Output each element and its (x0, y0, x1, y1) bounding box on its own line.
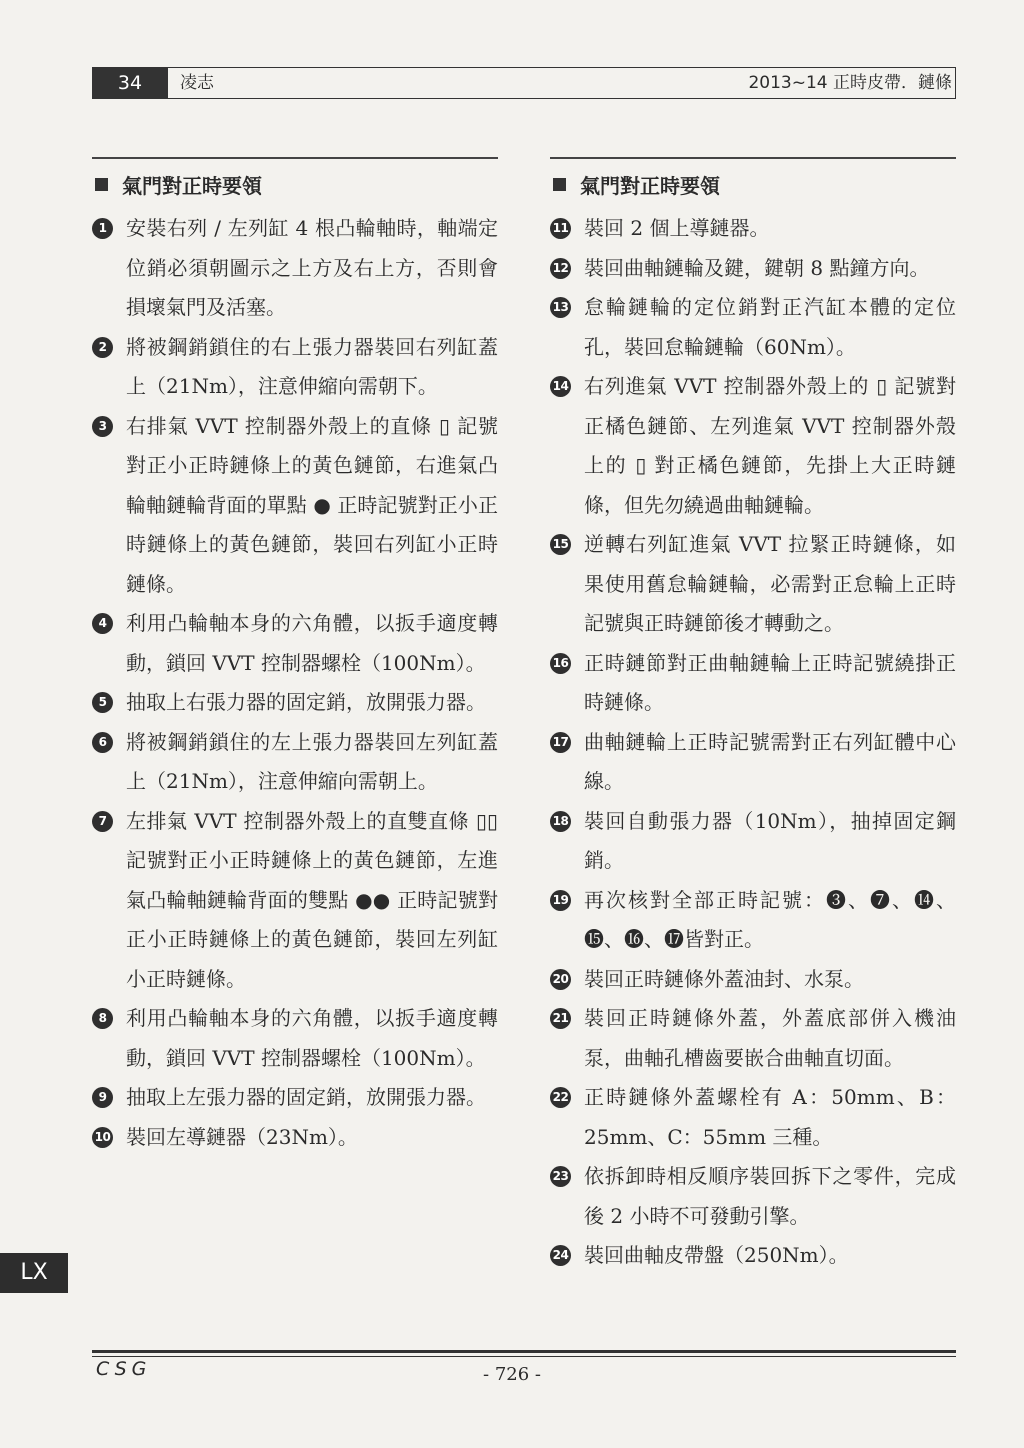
footer-rule (92, 1350, 956, 1353)
section-heading: 氣門對正時要領 (550, 157, 956, 209)
step-item (92, 328, 498, 407)
step-list (550, 209, 956, 1276)
step-text: 安裝右列 / 左列缸 4 根凸輪軸時，軸端定位銷必須朝圖示之上方及右上方，否則會損壞氣門及活塞。 (126, 216, 498, 319)
step-number-badge: 11 (550, 218, 571, 239)
step-number-badge: 20 (550, 969, 571, 990)
step-item (92, 604, 498, 683)
step-number-badge: 7 (92, 811, 113, 832)
step-text: 裝回左導鏈器（23Nm）。 (126, 1124, 358, 1149)
step-text: 將被鋼銷鎖住的右上張力器裝回右列缸蓋上（21Nm），注意伸縮向需朝下。 (126, 334, 498, 398)
step-text: 再次核對全部正時記號：❸、❼、⓮、⓯、⓰、⓱皆對正。 (584, 887, 956, 951)
step-text: 逆轉右列缸進氣 VVT 拉緊正時鏈條，如果使用舊怠輪鏈輪，必需對正怠輪上正時記號與正時鏈節後才轉動之。 (584, 532, 956, 635)
left-column (92, 157, 498, 1157)
square-bullet-icon (95, 178, 108, 191)
step-number-badge: 14 (550, 376, 571, 397)
step-number-badge: 1 (92, 218, 113, 239)
step-item (550, 999, 956, 1078)
step-number-badge: 8 (92, 1008, 113, 1029)
square-bullet-icon (553, 178, 566, 191)
step-text: 裝回正時鏈條外蓋，外蓋底部併入機油泵，曲軸孔槽齒要嵌合曲軸直切面。 (584, 1006, 956, 1070)
step-item (92, 1118, 498, 1158)
step-item (550, 367, 956, 525)
step-number-badge: 13 (550, 297, 571, 318)
right-column (550, 157, 956, 1276)
step-item (550, 525, 956, 644)
step-item (550, 209, 956, 249)
step-item (550, 1078, 956, 1157)
step-number-badge: 21 (550, 1008, 571, 1029)
step-text: 利用凸輪軸本身的六角體，以扳手適度轉動，鎖回 VVT 控制器螺栓（100Nm）。 (126, 1006, 498, 1070)
brand-name: 凌志 (180, 73, 214, 93)
step-item (92, 999, 498, 1078)
step-item (92, 723, 498, 802)
step-text: 曲軸鏈輪上正時記號需對正右列缸體中心線。 (584, 729, 956, 793)
step-text: 裝回曲軸鏈輪及鍵，鍵朝 8 點鐘方向。 (584, 255, 930, 280)
step-item (550, 288, 956, 367)
step-number-badge: 15 (550, 534, 571, 555)
page-number: 34 (92, 67, 168, 99)
step-text: 依拆卸時相反順序裝回拆下之零件，完成後 2 小時不可發動引擎。 (584, 1164, 956, 1228)
step-item (550, 249, 956, 289)
step-text: 右列進氣 VVT 控制器外殼上的 ▯ 記號對正橘色鏈節、左列進氣 VVT 控制器外殼上的 ▯ 對正橘色鏈節，先掛上大正時鏈條，但先勿繞過曲軸鏈輪。 (584, 374, 956, 517)
footer-logo: CSG (96, 1358, 152, 1380)
step-number-badge: 19 (550, 890, 571, 911)
step-text: 正時鏈節對正曲軸鏈輪上正時記號繞掛正時鏈條。 (584, 650, 956, 714)
step-item (550, 960, 956, 1000)
step-number-badge: 17 (550, 732, 571, 753)
step-text: 左排氣 VVT 控制器外殼上的直雙直條 ▯▯ 記號對正小正時鏈條上的黃色鏈節，左進氣凸輪軸鏈輪背面的雙點 ●● 正時記號對正小正時鏈條上的黃色鏈節，裝回左列缸小正時鏈條。 (126, 808, 498, 991)
step-item (550, 802, 956, 881)
step-number-badge: 18 (550, 811, 571, 832)
step-list (92, 209, 498, 1157)
step-number-badge: 16 (550, 653, 571, 674)
step-number-badge: 3 (92, 416, 113, 437)
step-item (550, 723, 956, 802)
step-text: 怠輪鏈輪的定位銷對正汽缸本體的定位孔，裝回怠輪鏈輪（60Nm）。 (584, 295, 956, 359)
step-item (92, 407, 498, 605)
step-text: 將被鋼銷鎖住的左上張力器裝回左列缸蓋上（21Nm），注意伸縮向需朝上。 (126, 729, 498, 793)
step-item (92, 209, 498, 328)
step-number-badge: 5 (92, 692, 113, 713)
step-number-badge: 23 (550, 1166, 571, 1187)
step-text: 裝回曲軸皮帶盤（250Nm）。 (584, 1243, 849, 1267)
step-number-badge: 10 (92, 1127, 113, 1148)
step-number-badge: 4 (92, 613, 113, 634)
footer-rule (92, 1356, 956, 1357)
step-number-badge: 12 (550, 258, 571, 279)
step-item (92, 802, 498, 1000)
step-number-badge: 24 (550, 1245, 571, 1266)
footer-page-number: - 726 - (483, 1364, 541, 1385)
step-number-badge: 6 (92, 732, 113, 753)
step-text: 抽取上右張力器的固定銷，放開張力器。 (126, 690, 486, 714)
step-item (92, 683, 498, 723)
step-text: 裝回自動張力器（10Nm），抽掉固定鋼銷。 (584, 808, 956, 872)
chapter-title: 2013~14 正時皮帶．鏈條 (748, 73, 952, 93)
step-item (550, 1236, 956, 1276)
step-item (550, 644, 956, 723)
step-number-badge: 9 (92, 1087, 113, 1108)
step-text: 抽取上左張力器的固定銷，放開張力器。 (126, 1085, 486, 1109)
step-item (92, 1078, 498, 1118)
step-number-badge: 22 (550, 1087, 571, 1108)
step-text: 右排氣 VVT 控制器外殼上的直條 ▯ 記號對正小正時鏈條上的黃色鏈節，右進氣凸輪軸鏈輪背面的單點 ● 正時記號對正小正時鏈條上的黃色鏈節，裝回右列缸小正時鏈條。 (126, 413, 498, 596)
step-text: 利用凸輪軸本身的六角體，以扳手適度轉動，鎖回 VVT 控制器螺栓（100Nm）。 (126, 611, 498, 675)
step-item (550, 881, 956, 960)
step-text: 裝回 2 個上導鏈器。 (584, 216, 770, 240)
step-text: 正時鏈條外蓋螺栓有 A：50mm、B：25mm、C：55mm 三種。 (584, 1085, 956, 1149)
step-item (550, 1157, 956, 1236)
step-number-badge: 2 (92, 337, 113, 358)
step-text: 裝回正時鏈條外蓋油封、水泵。 (584, 966, 864, 991)
section-heading: 氣門對正時要領 (92, 157, 498, 209)
side-tab: LX (0, 1253, 68, 1293)
